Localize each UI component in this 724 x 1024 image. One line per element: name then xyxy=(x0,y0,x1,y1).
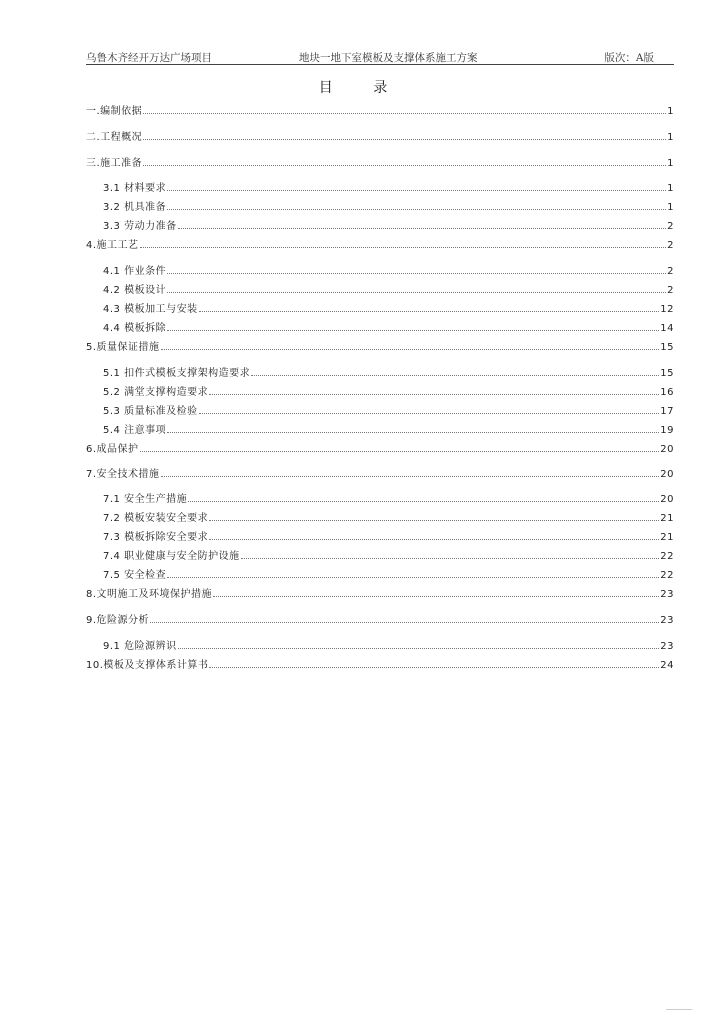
toc-entry[interactable] xyxy=(86,465,674,479)
toc-dot-leader xyxy=(167,189,666,191)
toc-dot-leader xyxy=(178,227,667,229)
toc-entry[interactable] xyxy=(103,179,674,193)
toc-entry[interactable] xyxy=(86,236,674,250)
toc-entry-page-number: 19 xyxy=(660,425,674,436)
header-project-name: 乌鲁木齐经开万达广场项目 xyxy=(86,52,212,64)
toc-dot-leader xyxy=(140,450,660,452)
toc-entry[interactable] xyxy=(103,198,674,212)
toc-entry[interactable] xyxy=(86,338,674,352)
toc-entry-page-number: 1 xyxy=(667,202,674,213)
toc-dot-leader xyxy=(209,538,659,540)
toc-entry-page-number: 1 xyxy=(667,158,674,169)
toc-entry-page-number: 2 xyxy=(667,285,674,296)
toc-entry-page-number: 2 xyxy=(667,266,674,277)
toc-entry-label: 7.5 安全检查 xyxy=(103,570,167,581)
toc-entry-page-number: 1 xyxy=(667,106,674,117)
header-document-title: 地块一地下室模板及支撑体系施工方案 xyxy=(299,52,478,64)
toc-entry-page-number: 1 xyxy=(667,183,674,194)
toc-entry[interactable] xyxy=(103,364,674,378)
toc-entry-page-number: 1 xyxy=(667,132,674,143)
toc-dot-leader xyxy=(178,647,660,649)
toc-entry[interactable] xyxy=(103,281,674,295)
toc-dot-leader xyxy=(167,576,659,578)
toc-entry-page-number: 20 xyxy=(660,444,674,455)
toc-entry[interactable] xyxy=(103,547,674,561)
toc-dot-leader xyxy=(167,272,666,274)
toc-entry[interactable] xyxy=(86,102,674,116)
toc-entry-label: 4.1 作业条件 xyxy=(103,266,167,277)
toc-entry[interactable] xyxy=(103,528,674,542)
toc-entry-label: 3.1 材料要求 xyxy=(103,183,167,194)
toc-dot-leader xyxy=(167,329,659,331)
toc-entry-label: 6.成品保护 xyxy=(86,444,139,455)
toc-entry[interactable] xyxy=(103,300,674,314)
toc-dot-leader xyxy=(161,348,660,350)
toc-dot-leader xyxy=(199,310,660,312)
toc-dot-leader xyxy=(209,666,659,668)
toc-entry[interactable] xyxy=(103,421,674,435)
watermark-mark xyxy=(666,1005,696,1014)
toc-entry-page-number: 15 xyxy=(660,342,674,353)
toc-entry[interactable] xyxy=(103,490,674,504)
toc-entry-page-number: 21 xyxy=(660,532,674,543)
toc-entry-label: 7.3 模板拆除安全要求 xyxy=(103,532,209,543)
toc-dot-leader xyxy=(143,164,666,166)
toc-entry-page-number: 20 xyxy=(660,469,674,480)
toc-entry-label: 4.3 模板加工与安装 xyxy=(103,304,198,315)
toc-entry-label: 10.模板及支撑体系计算书 xyxy=(86,660,209,671)
toc-entry-page-number: 23 xyxy=(660,641,674,652)
toc-entry-label: 8.文明施工及环境保护措施 xyxy=(86,589,213,600)
toc-entry[interactable] xyxy=(86,128,674,142)
toc-entry-label: 4.2 模板设计 xyxy=(103,285,167,296)
toc-entry-label: 5.4 注意事项 xyxy=(103,425,167,436)
header-version: 版次：A版 xyxy=(604,52,654,64)
toc-entry-page-number: 23 xyxy=(660,615,674,626)
watermark-rule xyxy=(666,1009,692,1011)
toc-dot-leader xyxy=(188,500,659,502)
toc-entry-label: 5.2 满堂支撑构造要求 xyxy=(103,387,209,398)
toc-entry-page-number: 2 xyxy=(667,240,674,251)
toc-dot-leader xyxy=(209,393,659,395)
toc-entry-page-number: 22 xyxy=(660,570,674,581)
toc-entry[interactable] xyxy=(103,319,674,333)
toc-dot-leader xyxy=(199,412,660,414)
toc-entry-label: 5.质量保证措施 xyxy=(86,342,160,353)
toc-dot-leader xyxy=(150,621,659,623)
toc-entry[interactable] xyxy=(86,611,674,625)
toc-entry-page-number: 21 xyxy=(660,513,674,524)
toc-dot-leader xyxy=(143,112,666,114)
toc-entry[interactable] xyxy=(86,585,674,599)
toc-entry-label: 3.3 劳动力准备 xyxy=(103,221,177,232)
toc-dot-leader xyxy=(241,557,660,559)
toc-entry-page-number: 23 xyxy=(660,589,674,600)
toc-entry[interactable] xyxy=(103,383,674,397)
toc-dot-leader xyxy=(167,291,666,293)
toc-entry-page-number: 16 xyxy=(660,387,674,398)
toc-entry-page-number: 20 xyxy=(660,494,674,505)
toc-dot-leader xyxy=(213,595,659,597)
toc-entry-page-number: 17 xyxy=(660,406,674,417)
toc-entry-label: 4.4 模板拆除 xyxy=(103,323,167,334)
toc-entry-label: 4.施工工艺 xyxy=(86,240,139,251)
toc-entry[interactable] xyxy=(103,217,674,231)
toc-entry[interactable] xyxy=(86,154,674,168)
toc-entry-page-number: 22 xyxy=(660,551,674,562)
toc-entry[interactable] xyxy=(103,402,674,416)
toc-dot-leader xyxy=(140,246,667,248)
toc-entry-label: 9.危险源分析 xyxy=(86,615,150,626)
toc-entry-label: 9.1 危险源辨识 xyxy=(103,641,177,652)
toc-dot-leader xyxy=(251,374,659,376)
toc-entry[interactable] xyxy=(103,637,674,651)
toc-entry-label: 二.工程概况 xyxy=(86,132,143,143)
toc-entry-page-number: 14 xyxy=(660,323,674,334)
toc-entry-page-number: 12 xyxy=(660,304,674,315)
toc-entry-label: 7.4 职业健康与安全防护设施 xyxy=(103,551,240,562)
toc-entry-label: 7.安全技术措施 xyxy=(86,469,160,480)
toc-entry[interactable] xyxy=(86,656,674,670)
toc-entry[interactable] xyxy=(86,440,674,454)
toc-entry-label: 一.编制依据 xyxy=(86,106,143,117)
toc-entry-label: 3.2 机具准备 xyxy=(103,202,167,213)
toc-entry-label: 5.3 质量标准及检验 xyxy=(103,406,198,417)
toc-entry-page-number: 15 xyxy=(660,368,674,379)
toc-dot-leader xyxy=(161,475,660,477)
toc-entry[interactable] xyxy=(103,509,674,523)
toc-dot-leader xyxy=(209,519,659,521)
toc-title: 目 录 xyxy=(318,80,406,96)
toc-entry[interactable] xyxy=(103,566,674,580)
toc-entry[interactable] xyxy=(103,262,674,276)
toc-entry-page-number: 2 xyxy=(667,221,674,232)
toc-entry-label: 三.施工准备 xyxy=(86,158,143,169)
toc-dot-leader xyxy=(167,208,666,210)
toc-entry-label: 5.1 扣件式模板支撑架构造要求 xyxy=(103,368,251,379)
toc-entry-label: 7.1 安全生产措施 xyxy=(103,494,188,505)
toc-entry-page-number: 24 xyxy=(660,660,674,671)
toc-entry-label: 7.2 模板安装安全要求 xyxy=(103,513,209,524)
toc-dot-leader xyxy=(143,138,666,140)
toc-dot-leader xyxy=(167,431,659,433)
